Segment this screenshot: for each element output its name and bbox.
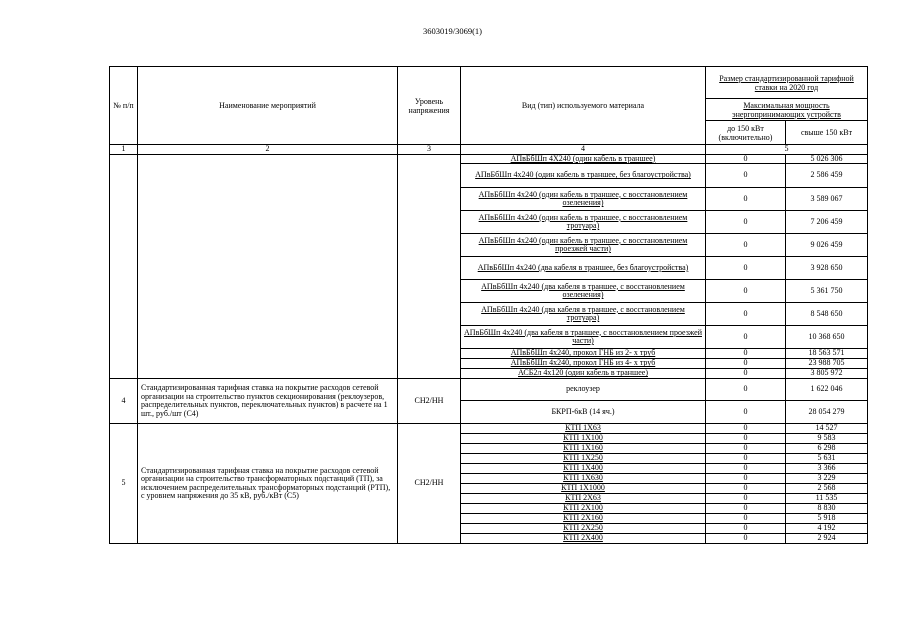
rate-over150-cell: 5 918 [786, 514, 868, 524]
material-text: КТП 1Х160 [563, 443, 603, 453]
rate-upto150-cell: 0 [706, 234, 786, 257]
material-cell [461, 154, 706, 164]
header-material: Вид (тип) используемого материала [461, 67, 706, 145]
material-cell [461, 514, 706, 524]
header-name: Наименование мероприятий [138, 67, 398, 145]
rate-over150-cell: 3 589 067 [786, 188, 868, 211]
material-text: КТП 2Х160 [563, 513, 603, 523]
rate-upto150-cell: 0 [706, 349, 786, 359]
document-number: 3603019/3069(1) [422, 26, 483, 36]
rate-upto150-cell: 0 [706, 369, 786, 379]
material-cell [461, 434, 706, 444]
rate-over150-cell: 11 535 [786, 494, 868, 504]
rate-over150-cell: 2 586 459 [786, 164, 868, 188]
col-number-2: 2 [138, 145, 398, 155]
material-cell [461, 359, 706, 369]
material-text: АПвБбШп 4х240 (два кабеля в траншее, с восстановлением тротуара) [481, 304, 685, 323]
rate-over150-cell: 5 026 306 [786, 154, 868, 164]
header-rate-size [706, 67, 868, 99]
rate-upto150-cell: 0 [706, 474, 786, 484]
material-text: КТП 2Х63 [565, 493, 601, 503]
material-text: КТП 1Х400 [563, 463, 603, 473]
rate-upto150-cell: 0 [706, 504, 786, 514]
rate-upto150-cell: 0 [706, 303, 786, 326]
header-rate-size-text: Размер стандартизированной тарифной ставки на 2020 год [719, 73, 854, 92]
material-cell [461, 164, 706, 188]
rate-over150-cell: 10 368 650 [786, 326, 868, 349]
section5-num: 5 [110, 424, 138, 544]
material-cell [461, 326, 706, 349]
material-cell [461, 524, 706, 534]
header-max-power [706, 99, 868, 121]
rate-upto150-cell: 0 [706, 164, 786, 188]
rate-over150-cell: 7 206 459 [786, 211, 868, 234]
rate-upto150-cell: 0 [706, 379, 786, 401]
material-cell [461, 369, 706, 379]
table-row [110, 154, 868, 164]
rate-over150-cell: 3 928 650 [786, 257, 868, 280]
material-text: АПвБбШп 4Х240 (один кабель в траншее) [510, 154, 656, 163]
col-number-3: 3 [398, 145, 461, 155]
col-number-1: 1 [110, 145, 138, 155]
rate-upto150-cell: 0 [706, 401, 786, 424]
header-num: № п/п [110, 67, 138, 145]
material-cell: реклоузер [461, 379, 706, 401]
rate-over150-cell: 8 548 650 [786, 303, 868, 326]
material-cell [461, 494, 706, 504]
material-text: АПвБбШп 4х240 (два кабеля в траншее, с восстановлением озеленения) [481, 281, 685, 300]
material-cell [461, 464, 706, 474]
table-row [110, 424, 868, 434]
material-cell [461, 257, 706, 280]
material-text: АПвБбШп 4х240 (один кабель в траншее, с восстановлением озеленения) [478, 189, 688, 208]
rate-upto150-cell: 0 [706, 326, 786, 349]
rate-upto150-cell: 0 [706, 280, 786, 303]
col-number-5: 5 [706, 145, 868, 155]
material-text: АПвБбШп 4х240 (один кабель в траншее, с восстановлением тротуара) [478, 212, 688, 231]
material-text: АПвБбШп 4х240 (один кабель в траншее, без благоустройства) [475, 170, 691, 180]
rate-over150-cell: 6 298 [786, 444, 868, 454]
rate-upto150-cell: 0 [706, 434, 786, 444]
material-cell [461, 234, 706, 257]
tariff-table [109, 66, 868, 544]
rate-over150-cell: 3 366 [786, 464, 868, 474]
col-number-4: 4 [461, 145, 706, 155]
material-text: АПвБбШп 4х240, прокол ГНБ из 4- х труб [510, 358, 656, 368]
material-text: КТП 2Х100 [563, 503, 603, 513]
rate-over150-cell: 3 229 [786, 474, 868, 484]
material-cell [461, 280, 706, 303]
rate-over150-cell: 5 361 750 [786, 280, 868, 303]
material-text: АПвБбШп 4х240 (два кабеля в траншее, без благоустройства) [477, 262, 689, 272]
rate-over150-cell: 14 527 [786, 424, 868, 434]
table-row [110, 379, 868, 401]
section4-voltage: СН2/НН [398, 379, 461, 424]
rate-upto150-cell: 0 [706, 257, 786, 280]
material-text: КТП 2Х400 [563, 533, 603, 543]
rate-over150-cell: 9 026 459 [786, 234, 868, 257]
rate-over150-cell: 2 568 [786, 484, 868, 494]
material-cell [461, 534, 706, 544]
material-cell [461, 303, 706, 326]
rate-over150-cell: 9 583 [786, 434, 868, 444]
rate-upto150-cell: 0 [706, 484, 786, 494]
material-text: КТП 1Х63 [565, 423, 601, 433]
rate-over150-cell: 4 192 [786, 524, 868, 534]
rate-over150-cell: 1 622 046 [786, 379, 868, 401]
rate-over150-cell: 5 631 [786, 454, 868, 464]
rate-upto150-cell: 0 [706, 524, 786, 534]
rate-over150-cell: 28 054 279 [786, 401, 868, 424]
rate-upto150-cell: 0 [706, 359, 786, 369]
voltage-cell-continued [398, 154, 461, 379]
section5-name: Стандартизированная тарифная ставка на покрытие расходов сетевой организации на строительство трансформаторных подстанций (ТП), за исключением распределительных трансформаторных подстанций (РТП), с уровнем напряжения до 35 кВ, руб./кВт (С5) [138, 424, 398, 544]
rate-upto150-cell: 0 [706, 464, 786, 474]
material-text: КТП 1Х250 [563, 453, 603, 463]
rate-upto150-cell: 0 [706, 154, 786, 164]
rate-upto150-cell: 0 [706, 494, 786, 504]
material-cell [461, 188, 706, 211]
material-cell [461, 424, 706, 434]
material-cell [461, 349, 706, 359]
rate-upto150-cell: 0 [706, 534, 786, 544]
rate-over150-cell: 23 988 705 [786, 359, 868, 369]
material-text: КТП 1Х630 [563, 473, 603, 483]
rate-upto150-cell: 0 [706, 188, 786, 211]
rate-over150-cell: 18 563 571 [786, 349, 868, 359]
rate-over150-cell: 8 830 [786, 504, 868, 514]
material-text: АПвБбШп 4х240 (два кабеля в траншее, с восстановлением проезжей части) [464, 327, 702, 346]
section4-num: 4 [110, 379, 138, 424]
material-cell [461, 474, 706, 484]
section4-name: Стандартизированная тарифная ставка на покрытие расходов сетевой организации на строительство пунктов секционирования (реклоузеров, распределительных пунктов, переключательных пунктов) в расчете на 1 шт., руб./шт (С4) [138, 379, 398, 424]
material-text: КТП 2Х250 [563, 523, 603, 533]
name-cell-continued [138, 154, 398, 379]
header-over150: свыше 150 кВт [786, 121, 868, 145]
section5-voltage: СН2/НН [398, 424, 461, 544]
rate-upto150-cell: 0 [706, 424, 786, 434]
material-cell: БКРП-6кВ (14 яч.) [461, 401, 706, 424]
header-upto150: до 150 кВт (включительно) [706, 121, 786, 145]
material-text: АПвБбШп 4х240 (один кабель в траншее, с восстановлением проезжей части) [478, 235, 688, 254]
header-max-power-text: Максимальная мощность энергопринимающих устройств [732, 100, 841, 119]
material-text: КТП 1Х100 [563, 433, 603, 443]
material-text: АСБ2л 4х120 (один кабель в траншее) [518, 368, 648, 378]
rate-upto150-cell: 0 [706, 444, 786, 454]
rate-upto150-cell: 0 [706, 454, 786, 464]
rate-over150-cell: 2 924 [786, 534, 868, 544]
material-cell [461, 454, 706, 464]
num-cell-continued [110, 154, 138, 379]
material-text: КТП 1Х1000 [561, 483, 605, 493]
rate-over150-cell: 3 805 972 [786, 369, 868, 379]
material-cell [461, 504, 706, 514]
material-cell [461, 444, 706, 454]
material-cell [461, 484, 706, 494]
header-voltage: Уровень напряжения [398, 67, 461, 145]
material-cell [461, 211, 706, 234]
rate-upto150-cell: 0 [706, 211, 786, 234]
material-text: АПвБбШп 4х240, прокол ГНБ из 2- х труб [510, 348, 656, 358]
rate-upto150-cell: 0 [706, 514, 786, 524]
